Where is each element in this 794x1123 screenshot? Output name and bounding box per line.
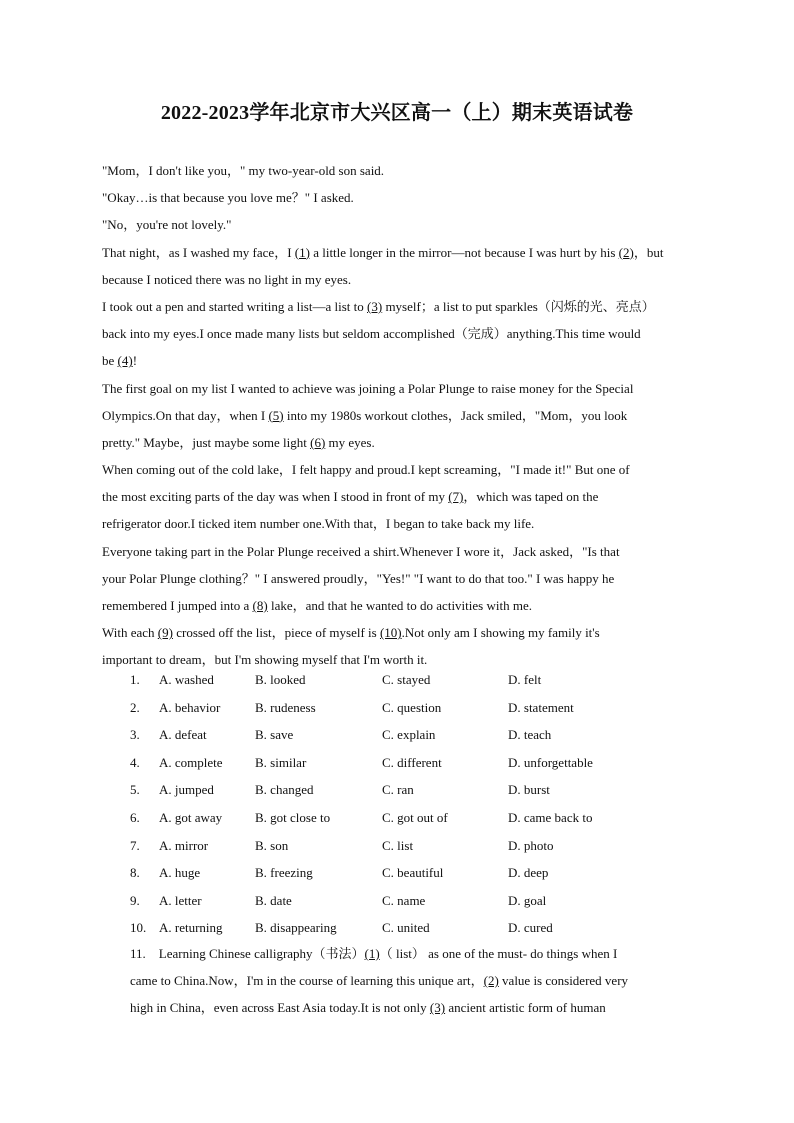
option-a: A. returning bbox=[159, 920, 223, 936]
text-segment: ，which was taped on the bbox=[463, 489, 599, 505]
text-segment: remembered I jumped into a bbox=[102, 598, 253, 613]
text-segment: That night，as I washed my face，I bbox=[102, 244, 295, 260]
option-row bbox=[130, 861, 690, 889]
question-number: 1. bbox=[130, 672, 140, 687]
option-row bbox=[130, 668, 690, 696]
text-segment: into my 1980s workout clothes，Jack smiled，"Mom，you look bbox=[283, 407, 628, 423]
passage-line bbox=[102, 459, 702, 486]
text-segment: .Not only am I showing my family it's bbox=[401, 625, 600, 641]
option-d: D. teach bbox=[508, 727, 552, 743]
passage-line bbox=[102, 568, 702, 595]
blank-number: (9) bbox=[157, 625, 173, 641]
question-number: 3. bbox=[130, 727, 140, 743]
text-segment: my eyes. bbox=[325, 434, 375, 450]
passage-line bbox=[102, 323, 702, 350]
text-segment: pretty." Maybe，just maybe some light bbox=[102, 434, 311, 450]
passage-line bbox=[102, 378, 702, 405]
blank-number: (7) bbox=[448, 489, 464, 505]
option-b: B. freezing bbox=[255, 865, 313, 881]
option-row bbox=[130, 723, 690, 751]
option-d: D. goal bbox=[508, 892, 547, 908]
option-d: D. deep bbox=[508, 865, 549, 881]
question-line bbox=[130, 997, 690, 1024]
option-b: B. rudeness bbox=[255, 699, 316, 715]
text-segment: high in China，even across East Asia today.It is not only bbox=[130, 1000, 430, 1016]
blank-number: (8) bbox=[252, 598, 268, 613]
option-a: A. jumped bbox=[159, 782, 214, 798]
option-b: B. date bbox=[255, 892, 292, 908]
text-segment: When coming out of the cold lake，I felt happy and proud.I kept screaming，"I made it!" But one of bbox=[102, 462, 630, 478]
option-row bbox=[130, 889, 690, 917]
passage-line bbox=[102, 622, 702, 649]
option-b: B. similar bbox=[255, 754, 307, 770]
question-number: 9. bbox=[130, 892, 140, 908]
passage-line bbox=[102, 595, 702, 622]
question-number: 2. bbox=[130, 699, 140, 715]
passage-line bbox=[102, 269, 702, 296]
text-segment: lake，and that he wanted to do activities with me. bbox=[267, 598, 532, 613]
blank-number: (10) bbox=[379, 625, 402, 641]
option-c: C. question bbox=[382, 699, 442, 715]
text-segment: ! bbox=[132, 353, 138, 369]
option-a: A. defeat bbox=[159, 727, 207, 743]
option-a: A. got away bbox=[159, 809, 223, 825]
blank-number: (6) bbox=[310, 434, 326, 450]
option-c: C. explain bbox=[382, 727, 436, 743]
text-segment: crossed off the list，piece of myself is bbox=[172, 625, 380, 641]
option-b: B. changed bbox=[255, 782, 314, 798]
blank-number: (3) bbox=[367, 298, 383, 314]
question-line bbox=[130, 970, 690, 997]
option-c: C. list bbox=[382, 837, 414, 853]
question-number: 6. bbox=[130, 809, 140, 825]
passage-line bbox=[102, 350, 702, 377]
passage-line bbox=[102, 541, 702, 568]
text-segment: Everyone taking part in the Polar Plunge received a shirt.Whenever I wore it，Jack asked，"Is that bbox=[102, 543, 620, 559]
option-c: C. name bbox=[382, 892, 426, 908]
option-a: A. huge bbox=[159, 865, 201, 881]
option-c: C. stayed bbox=[382, 672, 431, 687]
blank-number: (1) bbox=[294, 244, 310, 260]
passage-line bbox=[102, 214, 702, 241]
text-segment: the most exciting parts of the day was when I stood in front of my bbox=[102, 489, 449, 505]
passage-line bbox=[102, 187, 702, 214]
text-segment: because I noticed there was no light in my eyes. bbox=[102, 271, 352, 287]
option-a: A. washed bbox=[159, 672, 214, 687]
option-a: A. behavior bbox=[159, 699, 221, 715]
option-d: D. unforgettable bbox=[508, 754, 593, 770]
text-segment: The first goal on my list I wanted to achieve was joining a Polar Plunge to raise money for the Special bbox=[102, 380, 634, 396]
option-b: B. son bbox=[255, 837, 289, 853]
text-segment: "Mom，I don't like you，" my two-year-old son said. bbox=[102, 163, 385, 178]
option-b: B. got close to bbox=[255, 809, 331, 825]
text-segment: back into my eyes.I once made many lists but seldom accomplished（完成）anything.This time would bbox=[102, 326, 641, 342]
passage-line bbox=[102, 160, 702, 187]
passage-line bbox=[102, 486, 702, 513]
option-b: B. looked bbox=[255, 672, 306, 687]
option-row bbox=[130, 806, 690, 834]
text-segment: With each bbox=[102, 625, 158, 641]
option-row bbox=[130, 834, 690, 862]
option-d: D. cured bbox=[508, 920, 553, 936]
text-segment: myself；a list to put sparkles（闪烁的光、亮点） bbox=[382, 298, 655, 314]
option-b: B. disappearing bbox=[255, 920, 337, 936]
option-c: C. got out of bbox=[382, 809, 448, 825]
text-segment: be bbox=[102, 353, 118, 369]
option-d: D. felt bbox=[508, 672, 542, 687]
question-number: 5. bbox=[130, 782, 140, 798]
option-c: C. united bbox=[382, 920, 430, 936]
question-number: 8. bbox=[130, 865, 140, 881]
blank-number: (2) bbox=[618, 244, 634, 260]
text-segment: （ list） as one of the must- do things when I bbox=[379, 946, 618, 961]
text-segment: a little longer in the mirror—not because I was hurt by his bbox=[309, 244, 619, 260]
question-number: 4. bbox=[130, 754, 140, 770]
passage-line bbox=[102, 296, 702, 323]
option-c: C. different bbox=[382, 754, 442, 770]
question-number: 7. bbox=[130, 837, 140, 853]
passage-line bbox=[102, 242, 702, 269]
option-a: A. letter bbox=[159, 892, 202, 908]
option-a: A. mirror bbox=[159, 837, 209, 853]
cloze-passage bbox=[102, 160, 702, 677]
page-title: 2022-2023学年北京市大兴区高一（上）期末英语试卷 bbox=[160, 102, 634, 124]
text-segment: came to China.Now，I'm in the course of learning this unique art， bbox=[130, 973, 484, 989]
option-a: A. complete bbox=[159, 754, 223, 770]
text-segment: I took out a pen and started writing a list—a list to bbox=[102, 298, 368, 314]
question-line bbox=[130, 943, 690, 970]
text-segment: important to dream，but I'm showing myself that I'm worth it. bbox=[102, 652, 428, 668]
text-segment: ，but bbox=[633, 244, 664, 260]
blank-number: (2) bbox=[483, 973, 499, 989]
option-row bbox=[130, 916, 690, 944]
option-b: B. save bbox=[255, 727, 294, 743]
text-segment: 11. Learning Chinese calligraphy（书法） bbox=[130, 946, 365, 961]
option-row bbox=[130, 696, 690, 724]
answer-options bbox=[130, 668, 690, 944]
blank-number: (3) bbox=[429, 1000, 446, 1016]
blank-number: (4) bbox=[117, 353, 133, 369]
passage-line bbox=[102, 432, 702, 459]
passage-line bbox=[102, 405, 702, 432]
text-segment: your Polar Plunge clothing？" I answered proudly，"Yes!" "I want to do that too." I was happy he bbox=[102, 570, 615, 586]
text-segment: "Okay…is that because you love me？" I asked. bbox=[102, 190, 354, 206]
text-segment: value is considered very bbox=[498, 973, 629, 989]
text-segment: "No，you're not lovely." bbox=[102, 217, 232, 233]
option-d: D. statement bbox=[508, 699, 574, 715]
question-11 bbox=[130, 943, 690, 1025]
option-d: D. photo bbox=[508, 837, 554, 853]
option-d: D. burst bbox=[508, 782, 550, 798]
text-segment: ancient artistic form of human bbox=[445, 1000, 606, 1016]
blank-number: (5) bbox=[268, 407, 284, 423]
option-row bbox=[130, 778, 690, 806]
option-d: D. came back to bbox=[508, 809, 593, 825]
option-row bbox=[130, 751, 690, 779]
option-c: C. beautiful bbox=[382, 865, 444, 881]
question-number: 10. bbox=[130, 920, 147, 936]
blank-number: (1) bbox=[364, 946, 380, 961]
option-c: C. ran bbox=[382, 782, 414, 798]
text-segment: Olympics.On that day，when I bbox=[102, 407, 269, 423]
text-segment: refrigerator door.I ticked item number one.With that，I began to take back my life. bbox=[102, 516, 535, 532]
passage-line bbox=[102, 513, 702, 540]
